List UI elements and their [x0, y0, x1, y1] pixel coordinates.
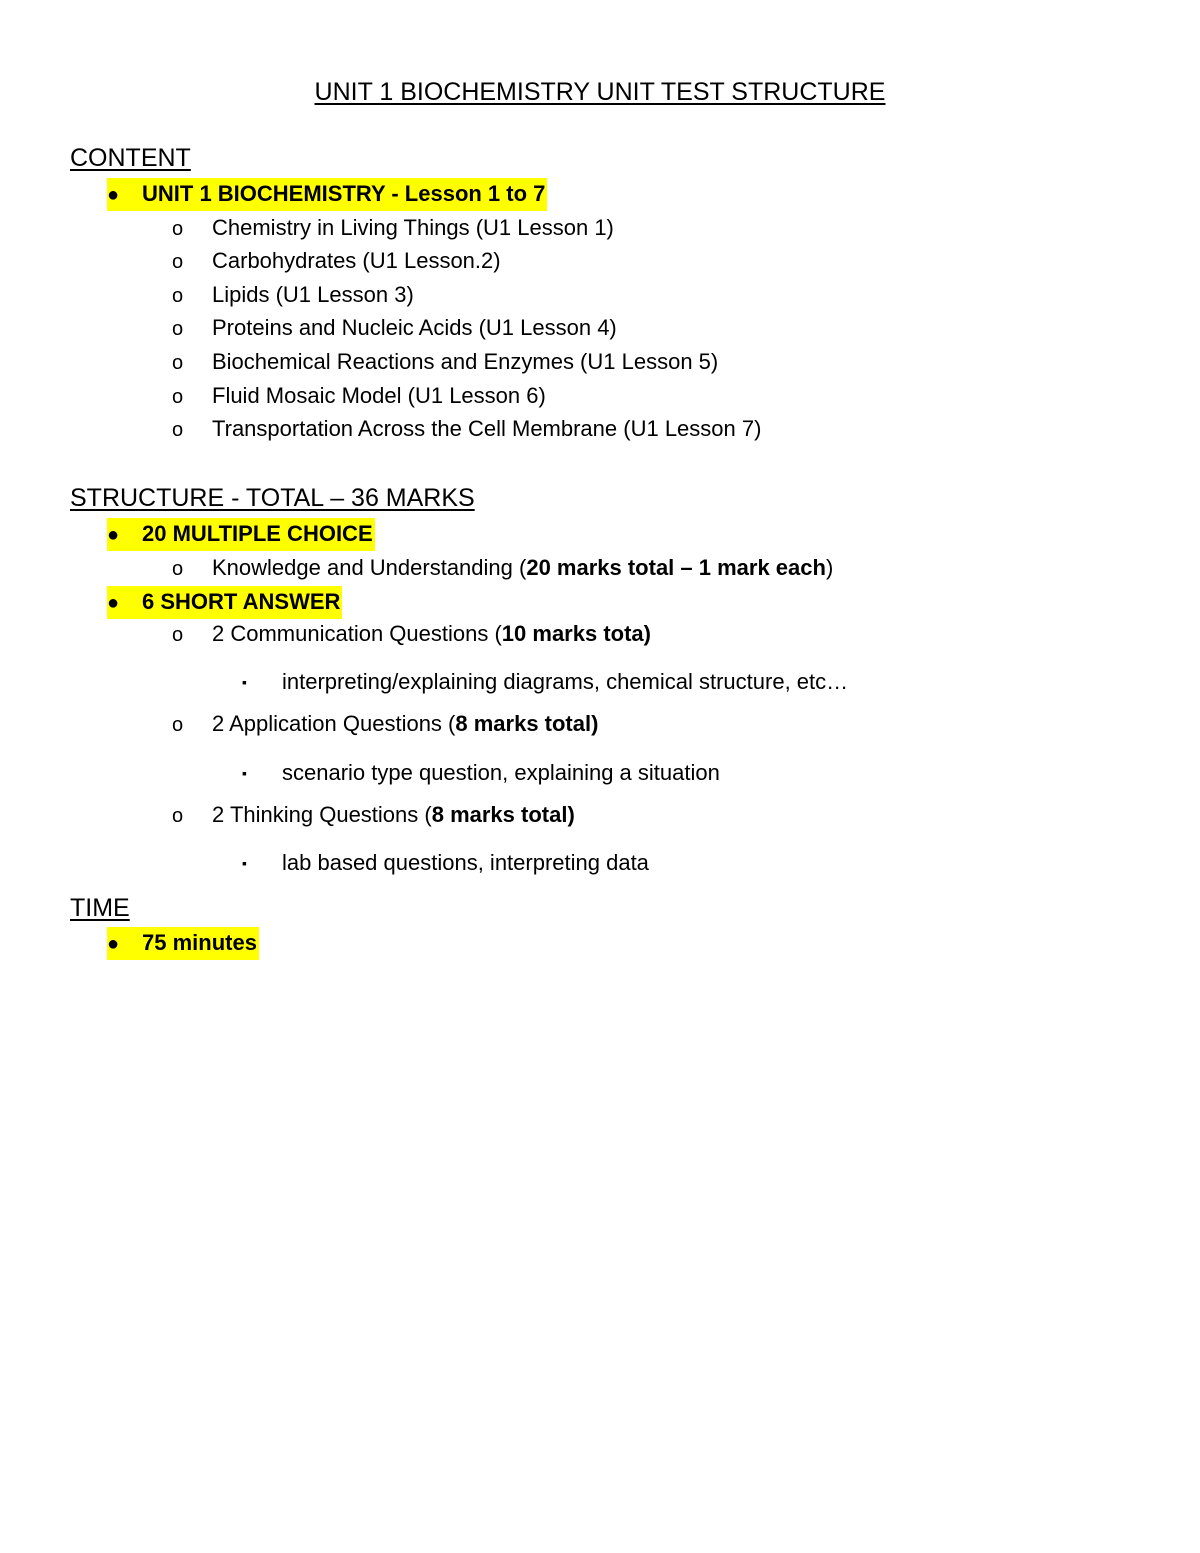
- time-heading: TIME: [70, 894, 130, 922]
- circle-bullet-icon: o: [172, 251, 184, 273]
- communication-detail-text: interpreting/explaining diagrams, chemical structure, etc…: [282, 669, 849, 694]
- lesson-label: Fluid Mosaic Model (U1 Lesson 6): [212, 383, 546, 408]
- circle-bullet-icon: o: [172, 805, 184, 827]
- communication-text: 2 Communication Questions (: [212, 621, 502, 646]
- structure-heading: STRUCTURE - TOTAL – 36 MARKS: [70, 484, 475, 512]
- lesson-label: Proteins and Nucleic Acids (U1 Lesson 4): [212, 315, 617, 340]
- lesson-item: [172, 279, 414, 311]
- highlight: [107, 927, 259, 960]
- lesson-label: Biochemical Reactions and Enzymes (U1 Lesson 5): [212, 349, 719, 374]
- lesson-item: [172, 380, 546, 412]
- bullet-icon: ●: [107, 592, 120, 614]
- bullet-icon: ●: [107, 524, 120, 546]
- bullet-icon: ●: [107, 184, 120, 206]
- knowledge-marks: 20 marks total – 1 mark each: [526, 555, 826, 580]
- lesson-label: Transportation Across the Cell Membrane (U1 Lesson 7): [212, 416, 762, 441]
- circle-bullet-icon: o: [172, 352, 184, 374]
- thinking-item: [172, 799, 575, 831]
- thinking-text: 2 Thinking Questions (: [212, 802, 432, 827]
- knowledge-close: ): [825, 555, 834, 580]
- time-value: 75 minutes: [142, 930, 257, 955]
- application-marks: 8 marks total: [455, 711, 592, 736]
- content-unit-item: [107, 178, 547, 210]
- short-answer-item: [107, 586, 342, 618]
- lesson-item: [172, 346, 718, 378]
- square-bullet-icon: ▪: [242, 674, 247, 690]
- lesson-item: [172, 212, 614, 244]
- communication-item: [172, 618, 651, 650]
- bullet-icon: ●: [107, 933, 120, 955]
- highlight: [107, 178, 547, 211]
- circle-bullet-icon: o: [172, 386, 184, 408]
- circle-bullet-icon: o: [172, 714, 184, 736]
- lesson-item: [172, 245, 501, 277]
- time-item: [107, 927, 259, 959]
- multiple-choice-item: [107, 518, 375, 550]
- square-bullet-icon: ▪: [242, 855, 247, 871]
- thinking-detail-text: lab based questions, interpreting data: [282, 850, 649, 875]
- lesson-item: [172, 312, 617, 344]
- circle-bullet-icon: o: [172, 218, 184, 240]
- application-text: 2 Application Questions (: [212, 711, 456, 736]
- lesson-label: Chemistry in Living Things (U1 Lesson 1): [212, 215, 614, 240]
- thinking-close: ): [567, 802, 575, 827]
- lesson-label: Lipids (U1 Lesson 3): [212, 282, 414, 307]
- communication-marks: 10 marks tota: [501, 621, 644, 646]
- highlight: [107, 518, 375, 551]
- highlight: [107, 586, 342, 619]
- communication-close: ): [643, 621, 651, 646]
- communication-detail: [242, 666, 848, 698]
- knowledge-text: Knowledge and Understanding (: [212, 555, 527, 580]
- short-answer-label: 6 SHORT ANSWER: [142, 589, 341, 614]
- thinking-marks: 8 marks total: [431, 802, 568, 827]
- knowledge-item: [172, 552, 833, 584]
- circle-bullet-icon: o: [172, 558, 184, 580]
- application-detail: [242, 757, 720, 789]
- thinking-detail: [242, 847, 649, 879]
- unit-item-label: UNIT 1 BIOCHEMISTRY - Lesson 1 to 7: [142, 181, 546, 206]
- multiple-choice-label: 20 MULTIPLE CHOICE: [142, 521, 373, 546]
- lesson-item: [172, 413, 761, 445]
- circle-bullet-icon: o: [172, 419, 184, 441]
- content-heading: CONTENT: [70, 144, 191, 172]
- application-detail-text: scenario type question, explaining a situation: [282, 760, 720, 785]
- square-bullet-icon: ▪: [242, 765, 247, 781]
- circle-bullet-icon: o: [172, 285, 184, 307]
- lesson-label: Carbohydrates (U1 Lesson.2): [212, 248, 501, 273]
- circle-bullet-icon: o: [172, 624, 184, 646]
- circle-bullet-icon: o: [172, 318, 184, 340]
- application-close: ): [591, 711, 599, 736]
- document-title: UNIT 1 BIOCHEMISTRY UNIT TEST STRUCTURE: [314, 78, 886, 106]
- application-item: [172, 708, 598, 740]
